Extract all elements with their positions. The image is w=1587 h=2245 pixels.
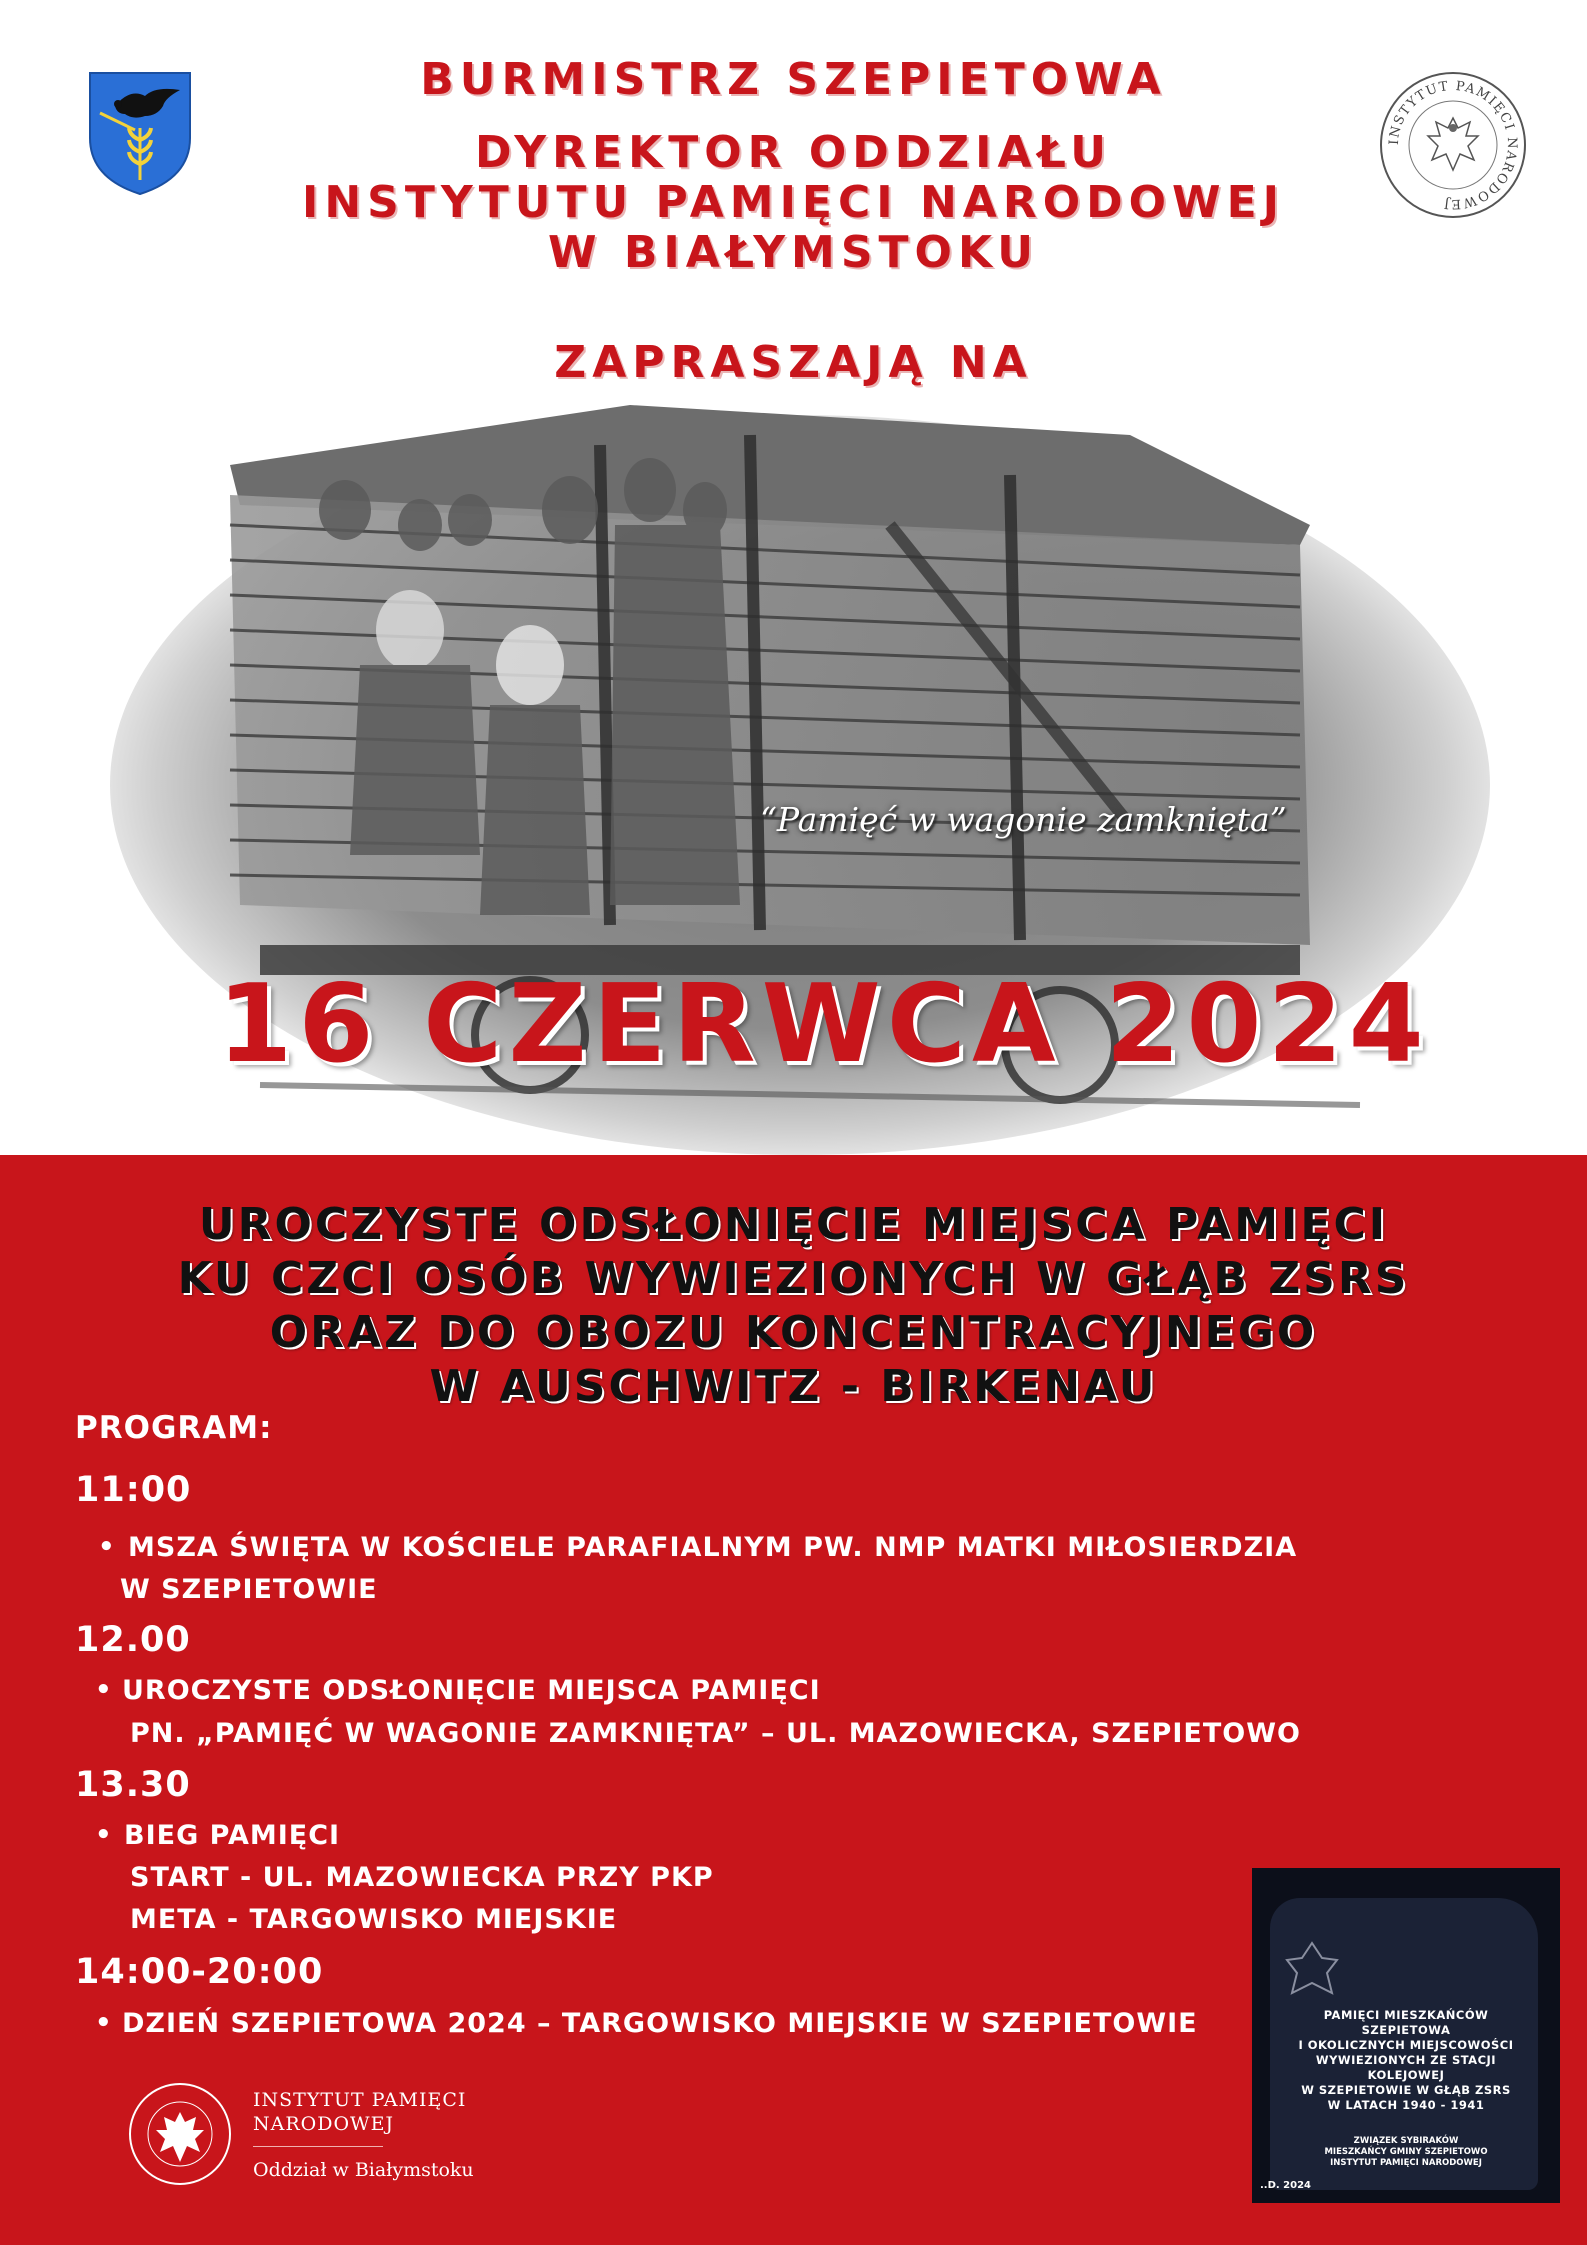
header-line-director: DYREKTOR ODDZIAŁU — [474, 127, 1113, 178]
program-item: DZIEŃ SZEPIETOWA 2024 – TARGOWISKO MIEJSKIE W SZEPIETOWIE — [122, 2008, 1198, 2039]
program-label: PROGRAM: — [75, 1410, 273, 1446]
seal-ring-text: INSTYTUT PAMIĘCI NARODOWEJ — [1386, 78, 1520, 212]
plaque-signature: MIESZKAŃCY GMINY SZEPIETOWO — [1324, 2147, 1488, 2157]
header-line-mayor: BURMISTRZ SZEPIETOWA — [420, 54, 1167, 105]
event-title-line: UROCZYSTE ODSŁONIĘCIE MIEJSCA PAMIĘCI — [198, 1199, 1389, 1250]
event-date: 16 CZERWCA 2024 — [217, 962, 1430, 1087]
program-item: PN. „PAMIĘĆ W WAGONIE ZAMKNIĘTA” – UL. MAZOWIECKA, SZEPIETOWO — [130, 1718, 1301, 1749]
program-item: START - UL. MAZOWIECKA PRZY PKP — [130, 1862, 714, 1893]
plaque-emblem-icon — [1282, 1938, 1342, 2008]
footer-org-block — [253, 2088, 474, 2181]
plaque-signature: INSTYTUT PAMIĘCI NARODOWEJ — [1330, 2158, 1482, 2168]
program-item: BIEG PAMIĘCI — [124, 1820, 341, 1851]
footer-org-line2: NARODOWEJ — [253, 2113, 395, 2135]
program-time: 14:00-20:00 — [75, 1952, 324, 1992]
header-line-institute: INSTYTUTU PAMIĘCI NARODOWEJ — [301, 177, 1286, 228]
program-item: W SZEPIETOWIE — [120, 1574, 378, 1605]
event-title-line: W AUSCHWITZ - BIRKENAU — [429, 1361, 1158, 1412]
plaque-year: ..D. 2024 — [1260, 2180, 1312, 2191]
plaque-line: WYWIEZIONYCH ZE STACJI — [1315, 2053, 1497, 2067]
header-line-city: W BIAŁYMSTOKU — [547, 227, 1039, 278]
plaque-line: SZEPIETOWA — [1361, 2023, 1451, 2037]
memorial-plaque-photo — [1252, 1868, 1560, 2203]
program-item: UROCZYSTE ODSŁONIĘCIE MIEJSCA PAMIĘCI — [122, 1675, 821, 1706]
event-title-line: ORAZ DO OBOZU KONCENTRACYJNEGO — [269, 1307, 1318, 1358]
program-item: META - TARGOWISKO MIEJSKIE — [130, 1904, 618, 1935]
plaque-line: PAMIĘCI MIESZKAŃCÓW — [1323, 2008, 1489, 2022]
program-time: 12.00 — [75, 1620, 191, 1660]
plaque-signature: ZWIĄZEK SYBIRAKÓW — [1353, 2136, 1459, 2146]
plaque-line: KOLEJOWEJ — [1367, 2068, 1445, 2082]
plaque-line: W LATACH 1940 - 1941 — [1327, 2098, 1485, 2112]
program-time: 11:00 — [75, 1470, 192, 1510]
program-item: MSZA ŚWIĘTA W KOŚCIELE PARAFIALNYM PW. NMP MATKI MIŁOSIERDZIA — [128, 1532, 1298, 1563]
footer-divider — [253, 2146, 383, 2147]
plaque-line: W SZEPIETOWIE W GŁĄB ZSRS — [1301, 2083, 1511, 2097]
program-time: 13.30 — [75, 1765, 191, 1805]
bullet: • — [95, 1675, 112, 1705]
invite-heading: ZAPRASZAJĄ NA — [554, 337, 1033, 388]
footer-org-line1: INSTYTUT PAMIĘCI — [253, 2089, 467, 2111]
bullet: • — [98, 1532, 115, 1562]
bullet: • — [95, 1820, 112, 1850]
event-title-line: KU CZCI OSÓB WYWIEZIONYCH W GŁĄB ZSRS — [177, 1253, 1410, 1304]
bullet: • — [95, 2008, 112, 2038]
plaque-line: I OKOLICZNYCH MIEJSCOWOŚCI — [1298, 2038, 1514, 2052]
ipn-footer-logo-icon — [128, 2082, 233, 2187]
memorial-quote: “Pamięć w wagonie zamknięta” — [760, 800, 1287, 839]
footer-branch: Oddział w Białymstoku — [253, 2159, 474, 2181]
